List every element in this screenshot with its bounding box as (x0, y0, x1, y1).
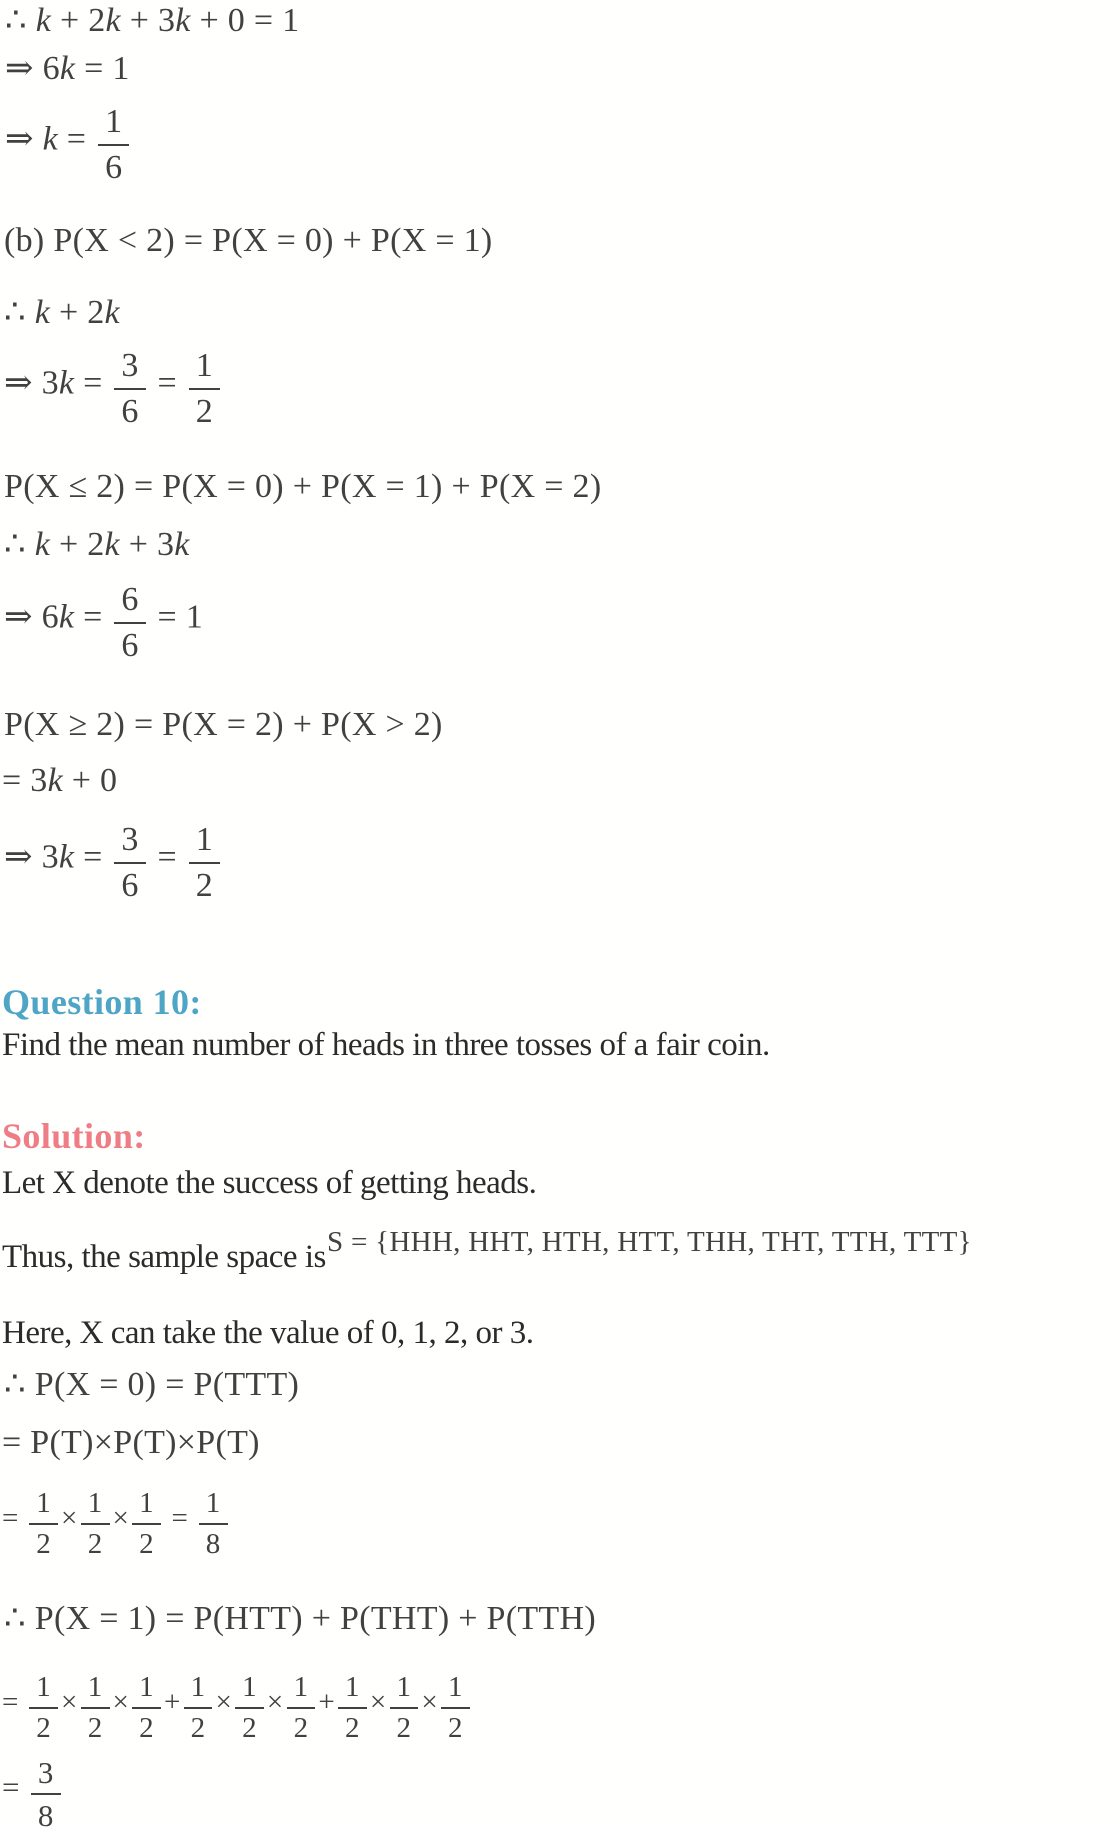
math-text: P(X ≤ 2) = P(X = 0) + P(X = 1) + P(X = 2) (4, 468, 602, 505)
fraction (189, 820, 220, 903)
math-text: = 1 (148, 598, 204, 636)
fraction (390, 1670, 419, 1743)
math-text: k (35, 2, 52, 39)
fraction-numerator: 1 (338, 1670, 367, 1709)
fraction (132, 1486, 161, 1559)
math-text: + 3 (120, 2, 176, 39)
fraction-numerator: 1 (287, 1670, 316, 1709)
math-text: (b) (4, 222, 54, 259)
fraction-denominator: 6 (121, 627, 139, 664)
math-text: + 2 (50, 526, 105, 563)
math-text: + 2 (50, 294, 105, 331)
fraction (338, 1670, 367, 1743)
solution-line-x-values: Here, X can take the value of 0, 1, 2, or 3. (2, 1315, 534, 1351)
math-text: = (74, 364, 112, 402)
math-text: = (148, 364, 186, 402)
eq-3k-equals-half-first (4, 344, 223, 430)
math-text: = 3 (2, 762, 48, 799)
math-text: S = {HHH, HHT, HTH, HTT, THH, THT, TTH, TTT} (327, 1226, 972, 1258)
fraction (287, 1670, 316, 1743)
eq-p-x-ge-2 (4, 704, 443, 747)
math-text: k (174, 526, 190, 563)
math-text: k (104, 294, 120, 331)
math-text: ∴ (4, 294, 35, 331)
math-text: ⇒ 3 (4, 364, 59, 402)
solution-line-sample-space-label: Thus, the sample space is (2, 1239, 326, 1275)
fraction (114, 346, 145, 429)
math-text: × (266, 1686, 284, 1719)
fraction-numerator: 1 (29, 1486, 58, 1525)
math-text: × (369, 1686, 387, 1719)
fraction (114, 820, 145, 903)
fraction-denominator: 2 (36, 1528, 52, 1560)
math-text: = (2, 1769, 28, 1805)
math-text: × (215, 1686, 233, 1719)
fraction-denominator: 6 (121, 393, 139, 430)
fraction-numerator: 1 (132, 1670, 161, 1709)
math-text: = (2, 1502, 27, 1535)
math-text: k (34, 526, 51, 563)
eq-6k-equals-1-frac (4, 578, 204, 664)
fraction-denominator: 2 (345, 1712, 360, 1744)
fraction (235, 1670, 264, 1743)
math-text: k (58, 838, 75, 876)
fraction-denominator: 2 (139, 1712, 154, 1744)
eq-part-b-p-x-lt-2 (4, 220, 493, 263)
fraction (29, 1486, 58, 1559)
math-text: ⇒ 6 (4, 598, 59, 636)
eq-p-x-le-2 (4, 466, 601, 509)
fraction-numerator: 1 (81, 1670, 110, 1709)
fraction-denominator: 6 (105, 149, 123, 186)
fraction-denominator: 8 (205, 1528, 221, 1560)
eq-6k-equals-1 (5, 48, 130, 91)
fraction (81, 1670, 110, 1743)
eq-3k-plus-0 (2, 760, 117, 803)
math-text: = (74, 838, 112, 876)
math-text: + (318, 1686, 336, 1719)
question-text: Find the mean number of heads in three tosses of a fair coin. (2, 1027, 770, 1063)
fraction (132, 1670, 161, 1743)
math-text: ∴ (5, 2, 36, 39)
math-text: × (112, 1686, 130, 1719)
math-text: k (105, 2, 121, 39)
math-text: + 3 (119, 526, 175, 563)
fraction-numerator: 3 (114, 346, 145, 390)
math-text: = (2, 1686, 27, 1719)
fraction-numerator: 1 (441, 1670, 470, 1709)
math-text: = (74, 598, 112, 636)
eq-p-x-0 (4, 1364, 299, 1407)
fraction-denominator: 2 (195, 867, 214, 904)
fraction (441, 1670, 470, 1743)
fraction-denominator: 2 (195, 393, 214, 430)
fraction-numerator: 1 (390, 1670, 419, 1709)
math-text: k (47, 762, 63, 799)
eq-k-plus-2k (4, 292, 120, 335)
math-text: k (58, 598, 75, 636)
question-heading: Question 10: (2, 982, 202, 1022)
fraction-numerator: 1 (199, 1486, 228, 1525)
math-text: k (34, 294, 51, 331)
fraction (29, 1670, 58, 1743)
eq-3k-equals-half-second (4, 818, 223, 904)
math-text: ⇒ 6 (5, 50, 60, 87)
math-text: × (61, 1502, 78, 1535)
eq-k-plus-2k-plus-3k (4, 524, 190, 567)
math-text: + 2 (51, 2, 106, 39)
math-text: ∴ P(X = 1) = P(HTT) + P(THT) + P(TTH) (4, 1600, 596, 1637)
fraction-numerator: 1 (29, 1670, 58, 1709)
fraction (114, 580, 145, 663)
fraction-numerator: 1 (132, 1486, 161, 1525)
fraction (184, 1670, 213, 1743)
math-text: × (421, 1686, 438, 1719)
fraction (31, 1754, 61, 1827)
eq-k-equals-one-sixth (5, 100, 132, 186)
fraction (81, 1486, 110, 1559)
math-text: = (163, 1502, 196, 1535)
math-text: + 0 (62, 762, 118, 799)
fraction-numerator: 1 (189, 820, 220, 864)
solution-heading: Solution: (2, 1116, 146, 1156)
fraction-numerator: 1 (81, 1486, 110, 1525)
math-text: = (148, 838, 186, 876)
math-text: k (58, 364, 75, 402)
eq-p-x-1 (4, 1598, 596, 1641)
fraction-denominator: 2 (139, 1528, 154, 1560)
fraction (189, 346, 220, 429)
eq-sample-space (327, 1224, 972, 1260)
fraction-denominator: 6 (121, 867, 139, 904)
fraction-denominator: 2 (190, 1712, 206, 1744)
fraction-numerator: 1 (98, 102, 129, 146)
math-text: k (104, 526, 120, 563)
eq-three-eighths (2, 1752, 64, 1827)
fraction-denominator: 2 (447, 1712, 463, 1744)
fraction-denominator: 8 (37, 1798, 54, 1827)
math-text: + (163, 1686, 181, 1719)
fraction-numerator: 1 (184, 1670, 213, 1709)
math-text: ∴ P(X = 0) = P(TTT) (4, 1366, 300, 1403)
math-text: P(X < 2) = P(X = 0) + P(X = 1) (53, 222, 493, 259)
fraction-numerator: 3 (114, 820, 145, 864)
math-text: ⇒ (5, 120, 43, 158)
fraction-numerator: 6 (114, 580, 145, 624)
math-text: k (59, 50, 76, 87)
fraction-denominator: 2 (293, 1712, 309, 1744)
eq-three-products (2, 1668, 473, 1744)
fraction (199, 1486, 228, 1559)
eq-k-sum-equals-1 (5, 0, 299, 43)
math-text: ⇒ 3 (4, 838, 59, 876)
fraction-numerator: 3 (31, 1754, 61, 1795)
math-text: × (61, 1686, 78, 1719)
eq-p-t-product (2, 1422, 260, 1465)
eq-one-eighth (2, 1484, 231, 1560)
fraction-numerator: 1 (235, 1670, 264, 1709)
fraction-numerator: 1 (189, 346, 220, 390)
math-text: = (58, 120, 96, 158)
math-text: × (112, 1502, 130, 1535)
math-text: ∴ (4, 526, 35, 563)
fraction-denominator: 2 (36, 1712, 52, 1744)
math-text: + 0 = 1 (190, 2, 300, 39)
fraction-denominator: 2 (87, 1712, 103, 1744)
math-text: k (175, 2, 191, 39)
fraction-denominator: 2 (87, 1528, 103, 1560)
fraction (98, 102, 129, 185)
math-text: k (42, 120, 58, 158)
fraction-denominator: 2 (396, 1712, 412, 1744)
fraction-denominator: 2 (242, 1712, 257, 1744)
math-text: P(X ≥ 2) = P(X = 2) + P(X > 2) (4, 706, 443, 743)
solution-line-let-x: Let X denote the success of getting heads. (2, 1165, 537, 1201)
math-text: = 1 (75, 50, 130, 87)
math-text: = P(T)×P(T)×P(T) (2, 1424, 260, 1461)
